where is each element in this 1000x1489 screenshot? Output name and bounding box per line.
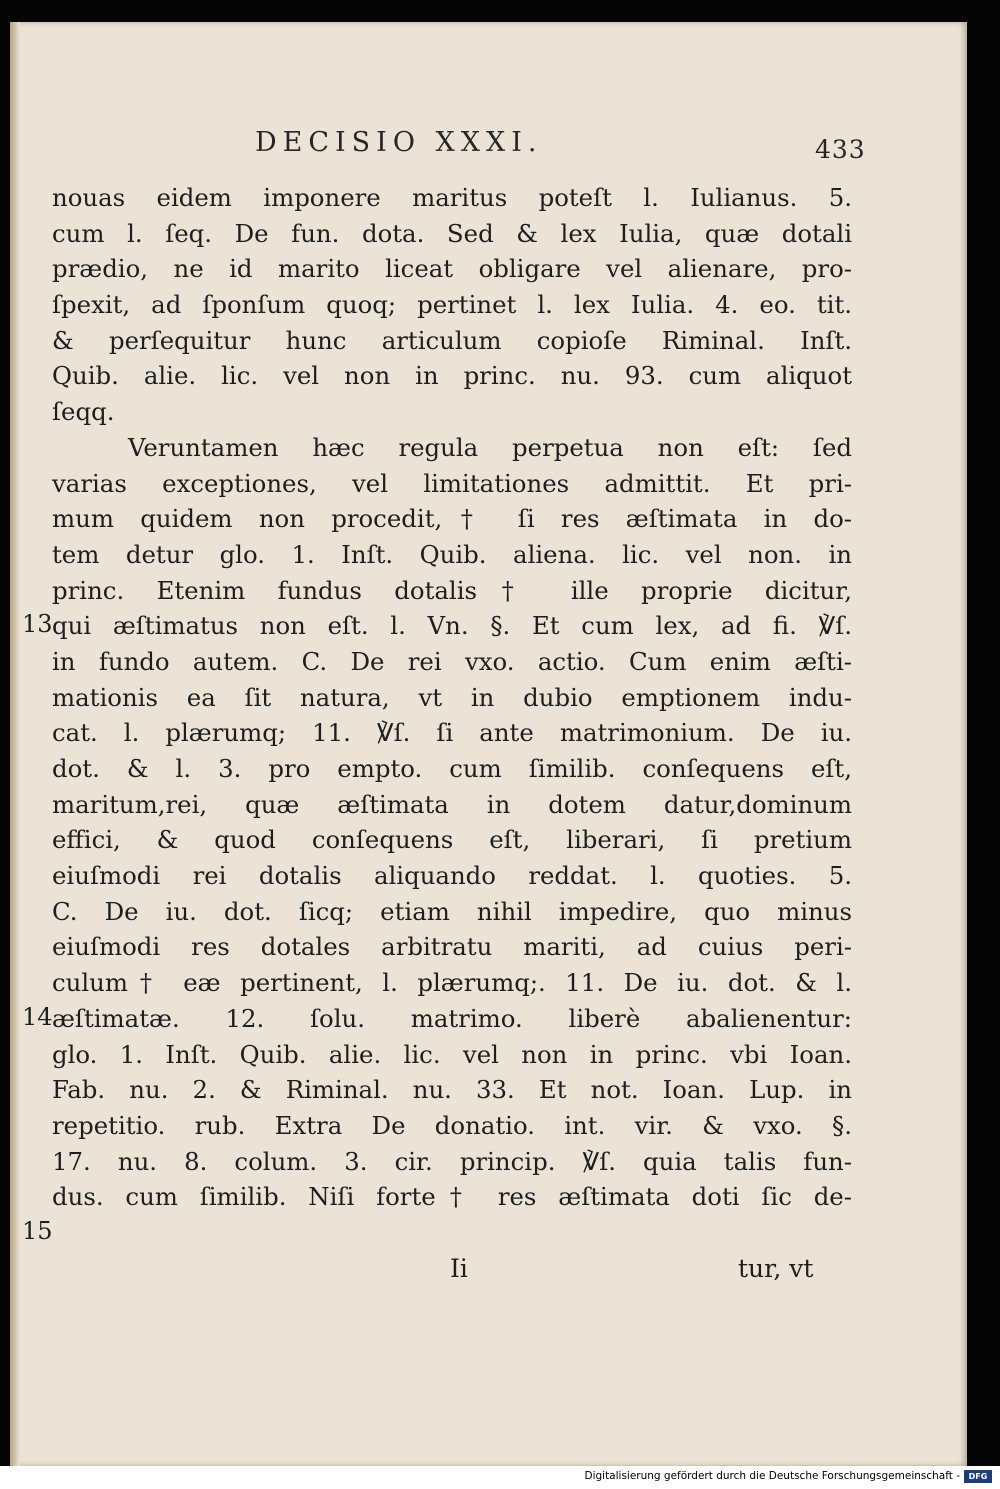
running-title: DECISIO XXXI. [255, 127, 543, 158]
text-line: effici, & quod conſequens eſt, liberari, ſi pretium [52, 825, 852, 855]
text-line: æſtimatæ. 12. ſolu. matrimo. liberè abalienentur: [52, 1003, 852, 1033]
text-line: cum l. ſeq. De fun. dota. Sed & lex Iulia, quæ dotali [52, 218, 852, 248]
text-line: nouas eidem imponere maritus poteſt l. Iulianus. 5. [52, 183, 852, 212]
footer-bar [0, 1466, 1000, 1489]
text-line: Quib. alie. lic. vel non in princ. nu. 93. cum aliquot [52, 361, 852, 391]
text-line: & perſequitur hunc articulum copioſe Riminal. Inſt. [52, 325, 852, 355]
text-line: 17. nu. 8. colum. 3. cir. princip. ℣ſ. quia talis fun- [52, 1146, 852, 1176]
text-line: ſeqq. [52, 397, 115, 427]
book-page [10, 22, 967, 1466]
body-text [22, 180, 852, 1245]
text-line: tem detur glo. 1. Inſt. Quib. aliena. lic. vel non. in [52, 539, 852, 569]
text-line: repetitio. rub. Extra De donatio. int. vir. & vxo. §. [52, 1110, 852, 1140]
text-line: C. De iu. dot. ſicq; etiam nihil impedire, quo minus [52, 896, 852, 926]
funding-credit: Digitalisierung gefördert durch die Deutsche Forschungsgemeinschaft - [584, 1470, 960, 1482]
signature-mark: Ii [450, 1254, 468, 1283]
margin-note: 15 [22, 1217, 53, 1245]
page-number: 433 [815, 135, 866, 164]
margin-note: 13 [22, 610, 53, 638]
dfg-logo-icon: DFG [964, 1470, 992, 1483]
text-line: princ. Etenim fundus dotalis† ille proprie dicitur, [52, 575, 852, 605]
page-edge-shadow [10, 22, 20, 1466]
text-line: dus. cum ſimilib. Niſi forte† res æſtimata doti ſic de- [52, 1182, 852, 1212]
text-line: dot. & l. 3. pro empto. cum ſimilib. conſequens eſt, [52, 754, 852, 783]
text-line: mationis ea ſit natura, vt in dubio emptionem indu- [52, 682, 852, 712]
text-line: prædio, ne id marito liceat obligare vel alienare, pro- [52, 254, 852, 284]
text-line: culum† eæ pertinent, l. plærumq;. 11. De iu. dot. & l. [52, 968, 852, 998]
text-line: varias exceptiones, vel limitationes admittit. Et pri- [52, 468, 852, 498]
text-line: in fundo autem. C. De rei vxo. actio. Cum enim æſti- [52, 646, 852, 676]
text-line: eiuſmodi res dotales arbitratu mariti, ad cuius peri- [52, 932, 852, 962]
catchword: tur, vt [738, 1254, 814, 1283]
text-line: Fab. nu. 2. & Riminal. nu. 33. Et not. Ioan. Lup. in [52, 1075, 852, 1105]
text-line: eiuſmodi rei dotalis aliquando reddat. l. quoties. 5. [52, 861, 852, 891]
text-line: glo. 1. Inſt. Quib. alie. lic. vel non in princ. vbi Ioan. [52, 1039, 852, 1069]
text-line: Veruntamen hæc regula perpetua non eſt: ſed [128, 432, 852, 462]
text-line: maritum,rei, quæ æſtimata in dotem datur,dominum [52, 789, 852, 819]
text-line: ſpexit, ad ſponſum quoq; pertinet l. lex Iulia. 4. eo. tit. [52, 290, 852, 320]
text-line: qui æſtimatus non eſt. l. Vn. §. Et cum lex, ad fi. ℣ſ. [52, 611, 852, 641]
margin-note: 14 [22, 1003, 53, 1031]
text-line: mum quidem non procedit,† ſi res æſtimata in do- [52, 504, 852, 534]
text-line: cat. l. plærumq; 11. ℣ſ. ſi ante matrimonium. De iu. [52, 718, 852, 748]
